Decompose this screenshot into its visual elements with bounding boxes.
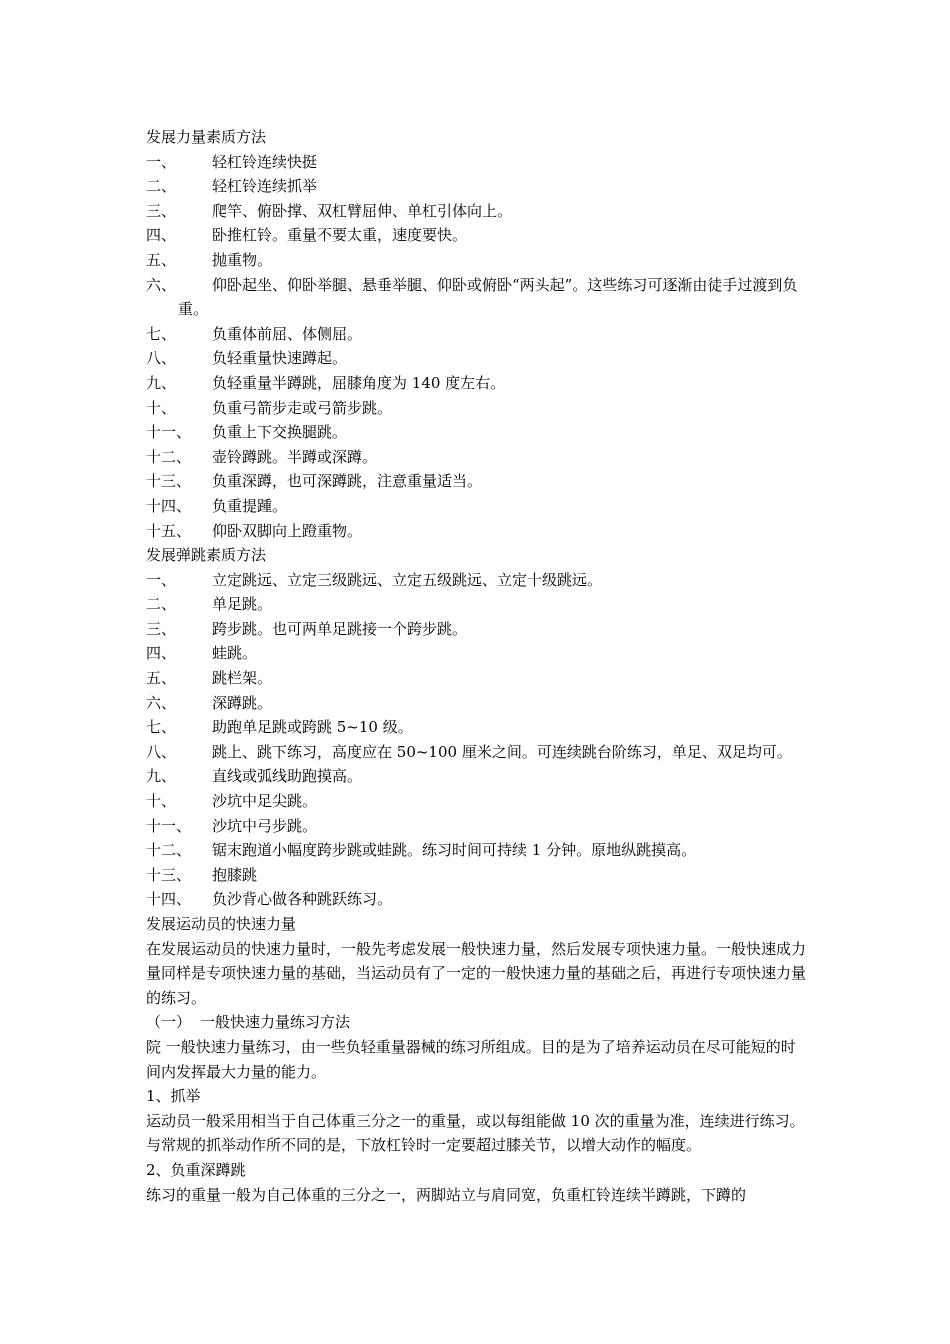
list-item-text: 立定跳远、立定三级跳远、立定五级跳远、立定十级跳远。 <box>212 570 603 589</box>
list-item-text: 轻杠铃连续快挺 <box>212 152 318 171</box>
list-item-number: 三、 <box>146 619 177 638</box>
list-item <box>146 887 810 912</box>
list-item <box>146 568 810 593</box>
list-item-text: 卧推杠铃。重量不要太重，速度要快。 <box>212 226 468 245</box>
section-title-speed-strength: 发展运动员的快速力量 <box>146 915 297 933</box>
list-item-number: 十四、 <box>146 890 192 909</box>
list-item-number: 八、 <box>146 742 177 761</box>
list-item-number: 五、 <box>146 669 177 688</box>
list-item-number: 二、 <box>146 177 177 196</box>
list-item <box>146 863 810 888</box>
list-item-number: 八、 <box>146 349 177 368</box>
list-item <box>146 150 810 175</box>
list-item <box>146 592 810 617</box>
list-item <box>146 691 810 716</box>
list-item <box>146 420 810 445</box>
list-item <box>146 223 810 248</box>
list-item <box>146 199 810 224</box>
list-item-number: 七、 <box>146 324 177 343</box>
jump-method-list <box>146 568 810 912</box>
list-item-text: 抛重物。 <box>212 250 273 269</box>
subsection-number: （一） <box>146 1013 192 1032</box>
list-item-number: 十、 <box>146 792 177 811</box>
list-item-text: 负重提踵。 <box>212 496 288 515</box>
list-item-number: 四、 <box>146 644 177 663</box>
subsection-title: 一般快速力量练习方法 <box>200 1013 351 1032</box>
exercise-title-snatch: 1、抓举 <box>146 1087 201 1106</box>
list-item <box>146 789 810 814</box>
list-item-number: 四、 <box>146 226 177 245</box>
list-item <box>146 248 810 273</box>
list-item-number: 九、 <box>146 373 177 392</box>
list-item-number: 十三、 <box>146 865 192 884</box>
list-item-text: 负轻重量半蹲跳，屈膝角度为 140 度左右。 <box>212 373 506 392</box>
list-item <box>146 715 810 740</box>
section-title-strength: 发展力量素质方法 <box>146 128 267 146</box>
list-item-number: 十一、 <box>146 816 192 835</box>
strength-method-list <box>146 150 810 544</box>
list-item-text: 仰卧双脚向上蹬重物。 <box>212 521 363 540</box>
speed-strength-intro: 在发展运动员的快速力量时，一般先考虑发展一般快速力量，然后发展专项快速力量。一般快速成力量同样是专项快速力量的基础，当运动员有了一定的一般快速力量的基础之后，再进行专项快速力量的练习。 <box>146 939 807 1007</box>
list-item-number: 二、 <box>146 595 177 614</box>
document-body <box>146 125 810 1207</box>
list-item-text: 负重上下交换腿跳。 <box>212 423 348 442</box>
list-item <box>146 396 810 421</box>
list-item <box>146 740 810 765</box>
list-item-text: 负沙背心做各种跳跃练习。 <box>212 890 393 909</box>
list-item-text: 沙坑中弓步跳。 <box>212 816 318 835</box>
subsection-heading <box>146 1010 810 1035</box>
list-item-text: 蛙跳。 <box>212 644 258 663</box>
subsection-paragraph: 院 一般快速力量练习，由一些负轻重量器械的练习所组成。目的是为了培养运动员在尽可能短的时间内发挥最大力量的能力。 <box>146 1037 796 1081</box>
list-item <box>146 445 810 470</box>
list-item <box>146 494 810 519</box>
list-item <box>146 814 810 839</box>
list-item-text: 负轻重量快速蹲起。 <box>212 349 348 368</box>
list-item-text: 负重体前屈、体侧屈。 <box>212 324 363 343</box>
section-title-jump: 发展弹跳素质方法 <box>146 546 267 565</box>
list-item-number: 一、 <box>146 570 177 589</box>
list-item-number: 十、 <box>146 398 177 417</box>
list-item <box>146 346 810 371</box>
list-item <box>146 469 810 494</box>
exercise-title-squat-jump: 2、负重深蹲跳 <box>146 1160 246 1179</box>
list-item-number: 十二、 <box>146 447 192 466</box>
list-item-number: 十一、 <box>146 423 192 442</box>
list-item-text: 助跑单足跳或跨跳 5~10 级。 <box>212 718 413 737</box>
list-item-number: 十二、 <box>146 841 192 860</box>
list-item-text: 轻杠铃连续抓举 <box>212 177 318 196</box>
list-item-text: 壶铃蹲跳。半蹲或深蹲。 <box>212 447 378 466</box>
list-item-number: 七、 <box>146 718 177 737</box>
list-item-text: 跨步跳。也可两单足跳接一个跨步跳。 <box>212 619 468 638</box>
list-item <box>146 273 810 322</box>
list-item <box>146 764 810 789</box>
list-item-text: 单足跳。 <box>212 595 273 614</box>
list-item-text: 直线或弧线助跑摸高。 <box>212 767 363 786</box>
list-item-number: 九、 <box>146 767 177 786</box>
list-item-number: 六、 <box>146 693 177 712</box>
list-item-number: 一、 <box>146 152 177 171</box>
list-item <box>146 322 810 347</box>
list-item <box>146 617 810 642</box>
list-item-text: 锯末跑道小幅度跨步跳或蛙跳。练习时间可持续 1 分钟。原地纵跳摸高。 <box>212 841 697 860</box>
list-item <box>146 519 810 544</box>
list-item-number: 六、 <box>146 275 177 294</box>
list-item-number: 五、 <box>146 250 177 269</box>
list-item-text: 沙坑中足尖跳。 <box>212 792 318 811</box>
list-item-text: 深蹲跳。 <box>212 693 273 712</box>
list-item <box>146 641 810 666</box>
list-item-number: 三、 <box>146 201 177 220</box>
exercise-text-squat-jump: 练习的重量一般为自己体重的三分之一，两脚站立与肩同宽，负重杠铃连续半蹲跳，下蹲的 <box>146 1185 747 1204</box>
exercise-text-snatch: 运动员一般采用相当于自己体重三分之一的重量，或以每组能做 10 次的重量为准，连续进行练习。与常规的抓举动作所不同的是，下放杠铃时一定要超过膝关节，以增大动作的幅度。 <box>146 1111 805 1155</box>
list-item-text: 爬竿、俯卧撑、双杠臂屈伸、单杠引体向上。 <box>212 201 513 220</box>
list-item <box>146 371 810 396</box>
list-item-text: 负重弓箭步走或弓箭步跳。 <box>212 398 393 417</box>
list-item <box>146 838 810 863</box>
list-item <box>146 174 810 199</box>
list-item-text: 抱膝跳 <box>212 865 258 884</box>
list-item-text: 跳栏架。 <box>212 669 273 688</box>
list-item <box>146 666 810 691</box>
list-item-text: 仰卧起坐、仰卧举腿、悬垂举腿、仰卧或俯卧“两头起”。这些练习可逐渐由徒手过渡到负重。 <box>178 275 798 319</box>
list-item-text: 负重深蹲，也可深蹲跳，注意重量适当。 <box>212 472 483 491</box>
list-item-number: 十四、 <box>146 496 192 515</box>
list-item-text: 跳上、跳下练习，高度应在 50~100 厘米之间。可连续跳台阶练习，单足、双足均可。 <box>212 742 792 761</box>
list-item-number: 十三、 <box>146 472 192 491</box>
list-item-number: 十五、 <box>146 521 192 540</box>
